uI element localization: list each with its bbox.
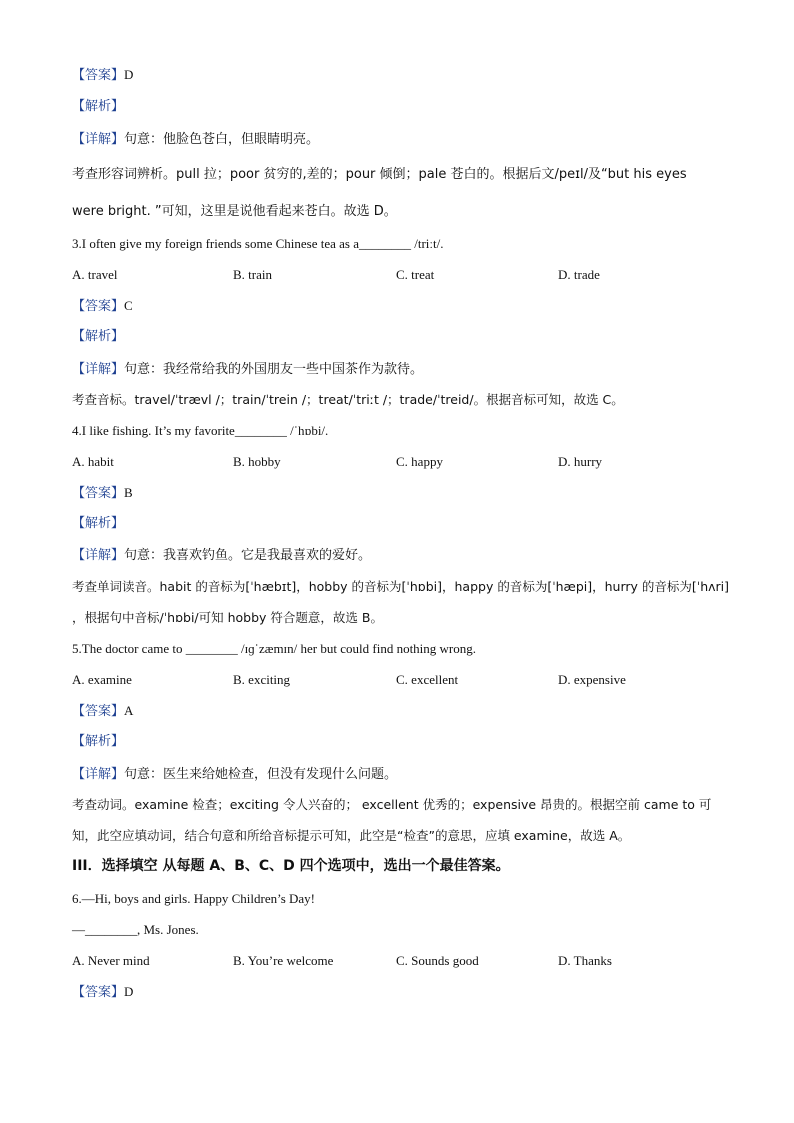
analysis-text: 考查动词。examine 检查；exciting 令人兴奋的； excellent 优秀的；expensive 昂贵的。根据空前 came to 可 bbox=[72, 797, 712, 812]
detail-line bbox=[72, 360, 423, 378]
analysis-text: were bright. ”可知，这里是说他看起来苍白。故选 D。 bbox=[72, 204, 397, 219]
question-stem: —________, Ms. Jones. bbox=[72, 922, 199, 937]
question-stem: 5.The doctor came to ________ /ɪɡˈzæmɪn/ her but could find nothing wrong. bbox=[72, 641, 477, 656]
answer-line bbox=[72, 983, 133, 1001]
detail-tag: 【详解】 bbox=[72, 132, 125, 147]
question-stem: 4.I like fishing. It’s my favorite________ /ˈhɒbi/. bbox=[72, 423, 329, 438]
option-d: D. expensive bbox=[558, 672, 626, 687]
detail-text: 句意：我经常给我的外国朋友一些中国茶作为款待。 bbox=[124, 362, 424, 377]
question-stem: 6.—Hi, boys and girls. Happy Children’s Day! bbox=[72, 891, 316, 906]
analysis-text: ，根据句中音标/ˈhɒbi/可知 hobby 符合题意，故选 B。 bbox=[72, 610, 383, 625]
answer-value: A bbox=[124, 703, 134, 718]
detail-tag: 【详解】 bbox=[72, 548, 125, 563]
analysis-text: 知，此空应填动词，结合句意和所给音标提示可知，此空是“检查”的意思，应填 examine，故选 A。 bbox=[72, 828, 631, 843]
analysis-tag: 【解析】 bbox=[72, 99, 125, 114]
detail-text: 句意：我喜欢钓鱼。它是我最喜欢的爱好。 bbox=[124, 548, 372, 563]
option-b: B. train bbox=[233, 267, 272, 282]
option-b: B. exciting bbox=[233, 672, 291, 687]
analysis-text: 考查音标。travel/ˈtrævl /；train/ˈtrein /；treat/ˈtriːt /；trade/ˈtreid/。根据音标可知，故选 C。 bbox=[72, 392, 624, 407]
detail-line bbox=[72, 130, 319, 148]
option-d: D. trade bbox=[558, 267, 600, 282]
question-stem: 3.I often give my foreign friends some Chinese tea as a________ /triːt/. bbox=[72, 236, 444, 251]
option-a: A. habit bbox=[72, 454, 114, 469]
detail-text: 句意：医生来给她检查，但没有发现什么问题。 bbox=[124, 767, 398, 782]
option-c: C. Sounds good bbox=[396, 953, 479, 968]
analysis-tag: 【解析】 bbox=[72, 734, 125, 749]
analysis-text: 考查形容词辨析。pull 拉；poor 贫穷的,差的；pour 倾倒；pale 苍白的。根据后文/peɪl/及“but his eyes bbox=[72, 167, 687, 182]
option-d: D. Thanks bbox=[558, 953, 612, 968]
option-a: A. Never mind bbox=[72, 953, 150, 968]
option-d: D. hurry bbox=[558, 454, 603, 469]
answer-value: D bbox=[124, 67, 134, 82]
option-c: C. happy bbox=[396, 454, 443, 469]
detail-line bbox=[72, 765, 397, 783]
answer-value: C bbox=[124, 298, 133, 313]
answer-tag: 【答案】 bbox=[72, 486, 125, 501]
analysis-text: 考查单词读音。habit 的音标为[ˈhæbɪt]，hobby 的音标为[ˈhɒbi]，happy 的音标为[ˈhæpi]，hurry 的音标为[ˈhʌri] bbox=[72, 579, 730, 594]
option-c: C. treat bbox=[396, 267, 435, 282]
answer-tag: 【答案】 bbox=[72, 299, 125, 314]
option-a: A. examine bbox=[72, 672, 132, 687]
answer-value: B bbox=[124, 485, 133, 500]
answer-value: D bbox=[124, 984, 134, 999]
option-a: A. travel bbox=[72, 267, 118, 282]
answer-tag: 【答案】 bbox=[72, 68, 125, 83]
answer-line bbox=[72, 297, 133, 315]
answer-line bbox=[72, 702, 133, 720]
option-b: B. You’re welcome bbox=[233, 953, 334, 968]
detail-text: 句意：他脸色苍白，但眼睛明亮。 bbox=[124, 132, 320, 147]
answer-line bbox=[72, 484, 133, 502]
section-heading: III．选择填空 从每题 A、B、C、D 四个选项中，选出一个最佳答案。 bbox=[72, 858, 510, 874]
answer-tag: 【答案】 bbox=[72, 985, 125, 1000]
analysis-tag: 【解析】 bbox=[72, 516, 125, 531]
detail-line bbox=[72, 546, 371, 564]
option-b: B. hobby bbox=[233, 454, 281, 469]
option-c: C. excellent bbox=[396, 672, 459, 687]
answer-tag: 【答案】 bbox=[72, 704, 125, 719]
answer-line bbox=[72, 66, 133, 84]
analysis-tag: 【解析】 bbox=[72, 329, 125, 344]
detail-tag: 【详解】 bbox=[72, 362, 125, 377]
detail-tag: 【详解】 bbox=[72, 767, 125, 782]
